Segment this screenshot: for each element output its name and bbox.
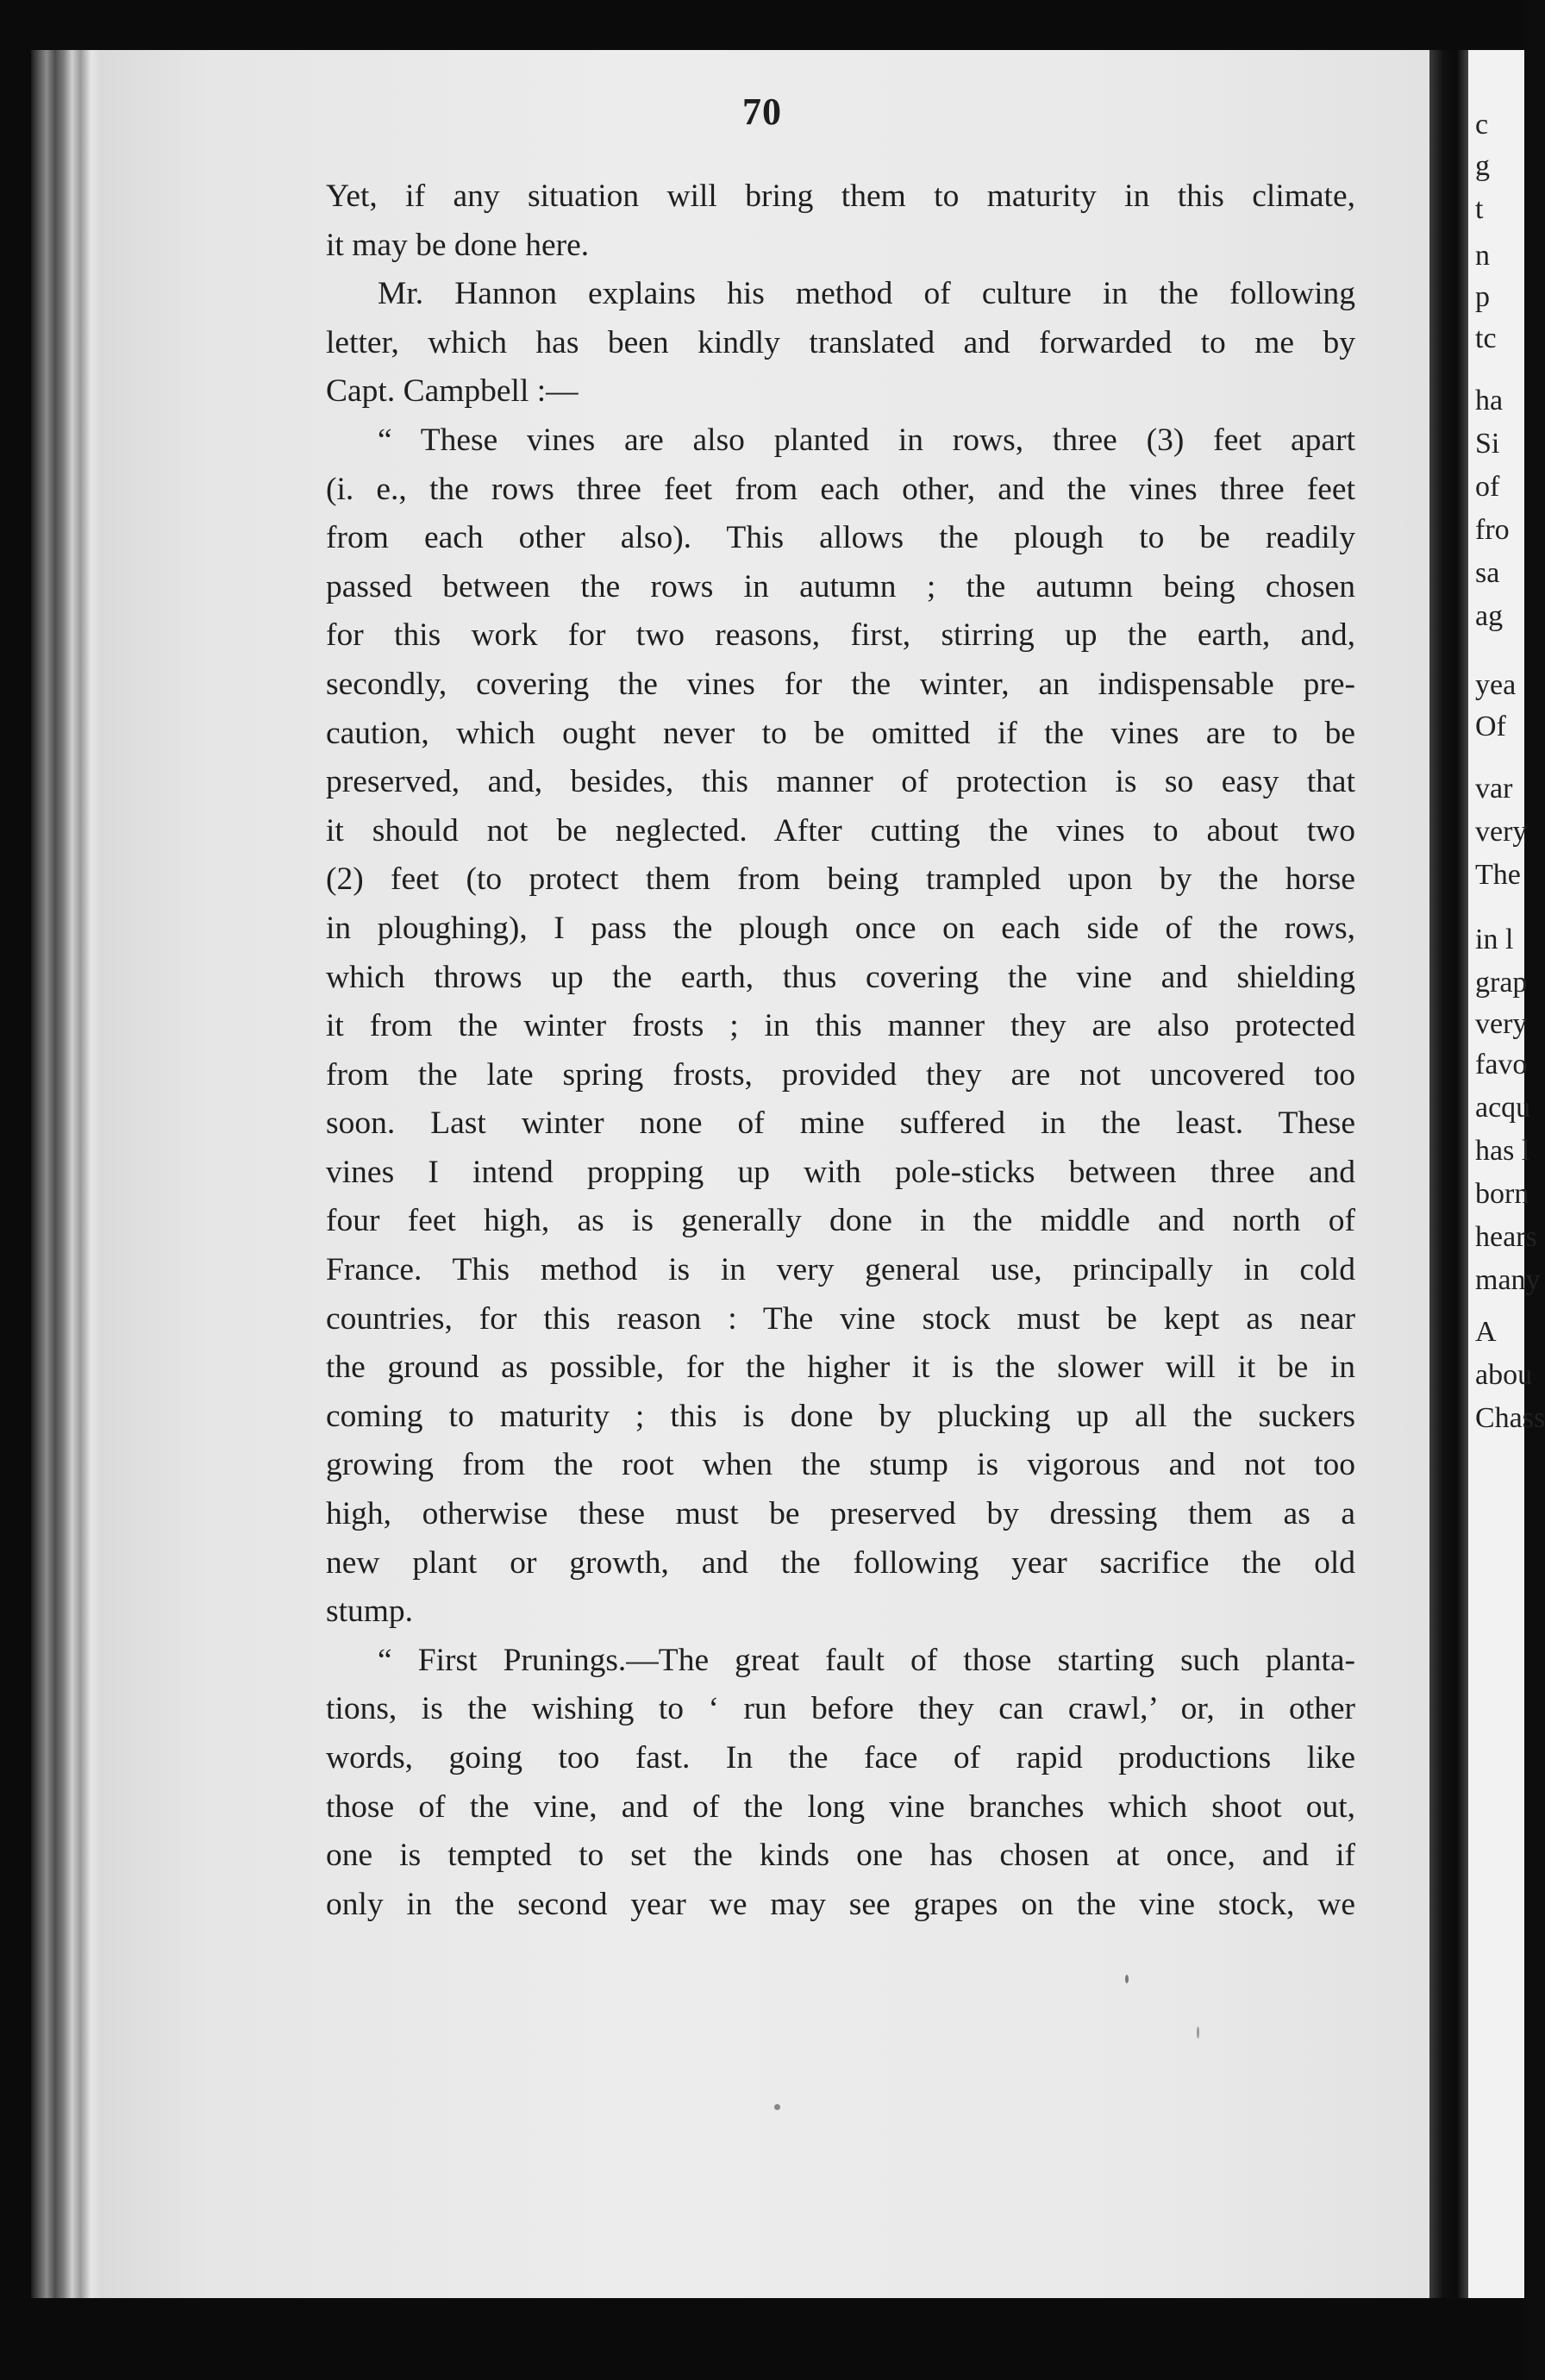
text-line: caution, which ought never to be omitted if the vines are to be bbox=[326, 715, 1355, 751]
text-line: soon. Last winter none of mine suffered in the least. These bbox=[326, 1105, 1355, 1142]
facing-page-text-fragment: tc bbox=[1475, 323, 1497, 354]
facing-page-text-fragment: g bbox=[1475, 150, 1490, 182]
text-line: tions, is the wishing to ‘ run before they can crawl,’ or, in other bbox=[326, 1691, 1355, 1727]
text-line: new plant or growth, and the following year sacrifice the old bbox=[326, 1544, 1355, 1581]
text-line: “ First Prunings.—The great fault of those starting such planta- bbox=[378, 1642, 1355, 1678]
facing-page-text-fragment: p bbox=[1475, 281, 1490, 313]
facing-page-text-fragment: ha bbox=[1475, 385, 1504, 416]
facing-page-text-fragment: A bbox=[1475, 1316, 1497, 1348]
text-line: it from the winter frosts ; in this manner they are also protected bbox=[326, 1008, 1355, 1044]
text-line: it should not be neglected. After cutting the vines to about two bbox=[326, 812, 1355, 849]
facing-page-text-fragment: favo bbox=[1475, 1049, 1528, 1080]
text-line: those of the vine, and of the long vine branches which shoot out, bbox=[326, 1788, 1355, 1825]
facing-page-edge bbox=[1468, 50, 1545, 2298]
page-body-text bbox=[326, 172, 1355, 1929]
facing-page-text-fragment: The bbox=[1475, 859, 1521, 891]
facing-page-text-fragment: sa bbox=[1475, 557, 1500, 589]
facing-page-text-fragment: c bbox=[1475, 109, 1489, 141]
facing-page-text-fragment: n bbox=[1475, 240, 1490, 272]
text-line: in ploughing), I pass the plough once on each side of the rows, bbox=[326, 910, 1355, 946]
text-line: from the late spring frosts, provided they are not uncovered too bbox=[326, 1056, 1355, 1093]
text-line: secondly, covering the vines for the winter, an indispensable pre- bbox=[326, 666, 1355, 702]
text-line: passed between the rows in autumn ; the autumn being chosen bbox=[326, 568, 1355, 604]
text-line: (i. e., the rows three feet from each other, and the vines three feet bbox=[326, 471, 1355, 507]
facing-page-text-fragment: very bbox=[1475, 1008, 1528, 1040]
paper-speck bbox=[774, 2104, 780, 2110]
facing-page-text-fragment: born bbox=[1475, 1178, 1529, 1210]
facing-page-text-fragment: very bbox=[1475, 816, 1528, 848]
paper-speck bbox=[1125, 1975, 1129, 1983]
text-line: preserved, and, besides, this manner of protection is so easy that bbox=[326, 764, 1355, 800]
text-line: for this work for two reasons, first, stirring up the earth, and, bbox=[326, 617, 1355, 654]
facing-page-text-fragment: Chass bbox=[1475, 1402, 1545, 1434]
text-line: countries, for this reason : The vine stock must be kept as near bbox=[326, 1300, 1355, 1337]
facing-page-text-fragment: abou bbox=[1475, 1359, 1533, 1391]
facing-page-text-fragment: has l bbox=[1475, 1135, 1530, 1167]
facing-page-text-fragment: many bbox=[1475, 1264, 1541, 1296]
text-line: letter, which has been kindly translated and forwarded to me by bbox=[326, 324, 1355, 360]
facing-page-text-fragment: fro bbox=[1475, 514, 1510, 546]
text-line: (2) feet (to protect them from being trampled upon by the horse bbox=[326, 861, 1355, 898]
text-line: coming to maturity ; this is done by plucking up all the suckers bbox=[326, 1398, 1355, 1434]
text-line: Yet, if any situation will bring them to maturity in this climate, bbox=[326, 178, 1355, 214]
facing-page-text-fragment: var bbox=[1475, 773, 1513, 805]
facing-page-text-fragment: hears bbox=[1475, 1221, 1537, 1253]
facing-page-text-fragment: in l bbox=[1475, 924, 1514, 955]
text-line: it may be done here. bbox=[326, 227, 590, 263]
text-line: from each other also). This allows the plough to be readily bbox=[326, 520, 1355, 556]
facing-page-text-fragment: grap bbox=[1475, 967, 1528, 999]
paper-speck bbox=[1197, 2026, 1199, 2039]
text-line: which throws up the earth, thus covering the vine and shielding bbox=[326, 959, 1355, 995]
facing-page-text-fragment: Of bbox=[1475, 711, 1506, 742]
page-gutter bbox=[1429, 50, 1468, 2298]
text-line: stump. bbox=[326, 1594, 414, 1630]
scan-border-bottom bbox=[0, 2298, 1524, 2380]
text-line: growing from the root when the stump is vigorous and not too bbox=[326, 1447, 1355, 1483]
facing-page-text-fragment: of bbox=[1475, 471, 1500, 503]
text-line: high, otherwise these must be preserved by dressing them as a bbox=[326, 1496, 1355, 1532]
facing-page-text-fragment: t bbox=[1475, 193, 1484, 225]
page-number: 70 bbox=[742, 91, 782, 133]
facing-page-text-fragment: acqu bbox=[1475, 1092, 1531, 1124]
text-line: “ These vines are also planted in rows, three (3) feet apart bbox=[378, 422, 1355, 458]
text-line: Capt. Campbell :— bbox=[326, 373, 579, 410]
facing-page-text-fragment: ag bbox=[1475, 600, 1504, 632]
facing-page-text-fragment: Si bbox=[1475, 428, 1500, 460]
text-line: only in the second year we may see grapes on the vine stock, we bbox=[326, 1886, 1355, 1922]
text-line: vines I intend propping up with pole-sticks between three and bbox=[326, 1154, 1355, 1190]
text-line: words, going too fast. In the face of rapid productions like bbox=[326, 1740, 1355, 1776]
book-spine bbox=[31, 50, 102, 2298]
scan-border-left bbox=[0, 0, 31, 2380]
text-line: one is tempted to set the kinds one has chosen at once, and if bbox=[326, 1838, 1355, 1874]
scan-border-top bbox=[0, 0, 1524, 50]
text-line: France. This method is in very general use, principally in cold bbox=[326, 1252, 1355, 1288]
facing-page-text-fragment: yea bbox=[1475, 669, 1517, 701]
text-line: the ground as possible, for the higher it is the slower will it be in bbox=[326, 1350, 1355, 1386]
text-line: Mr. Hannon explains his method of culture in the following bbox=[378, 276, 1355, 312]
text-line: four feet high, as is generally done in the middle and north of bbox=[326, 1203, 1355, 1239]
